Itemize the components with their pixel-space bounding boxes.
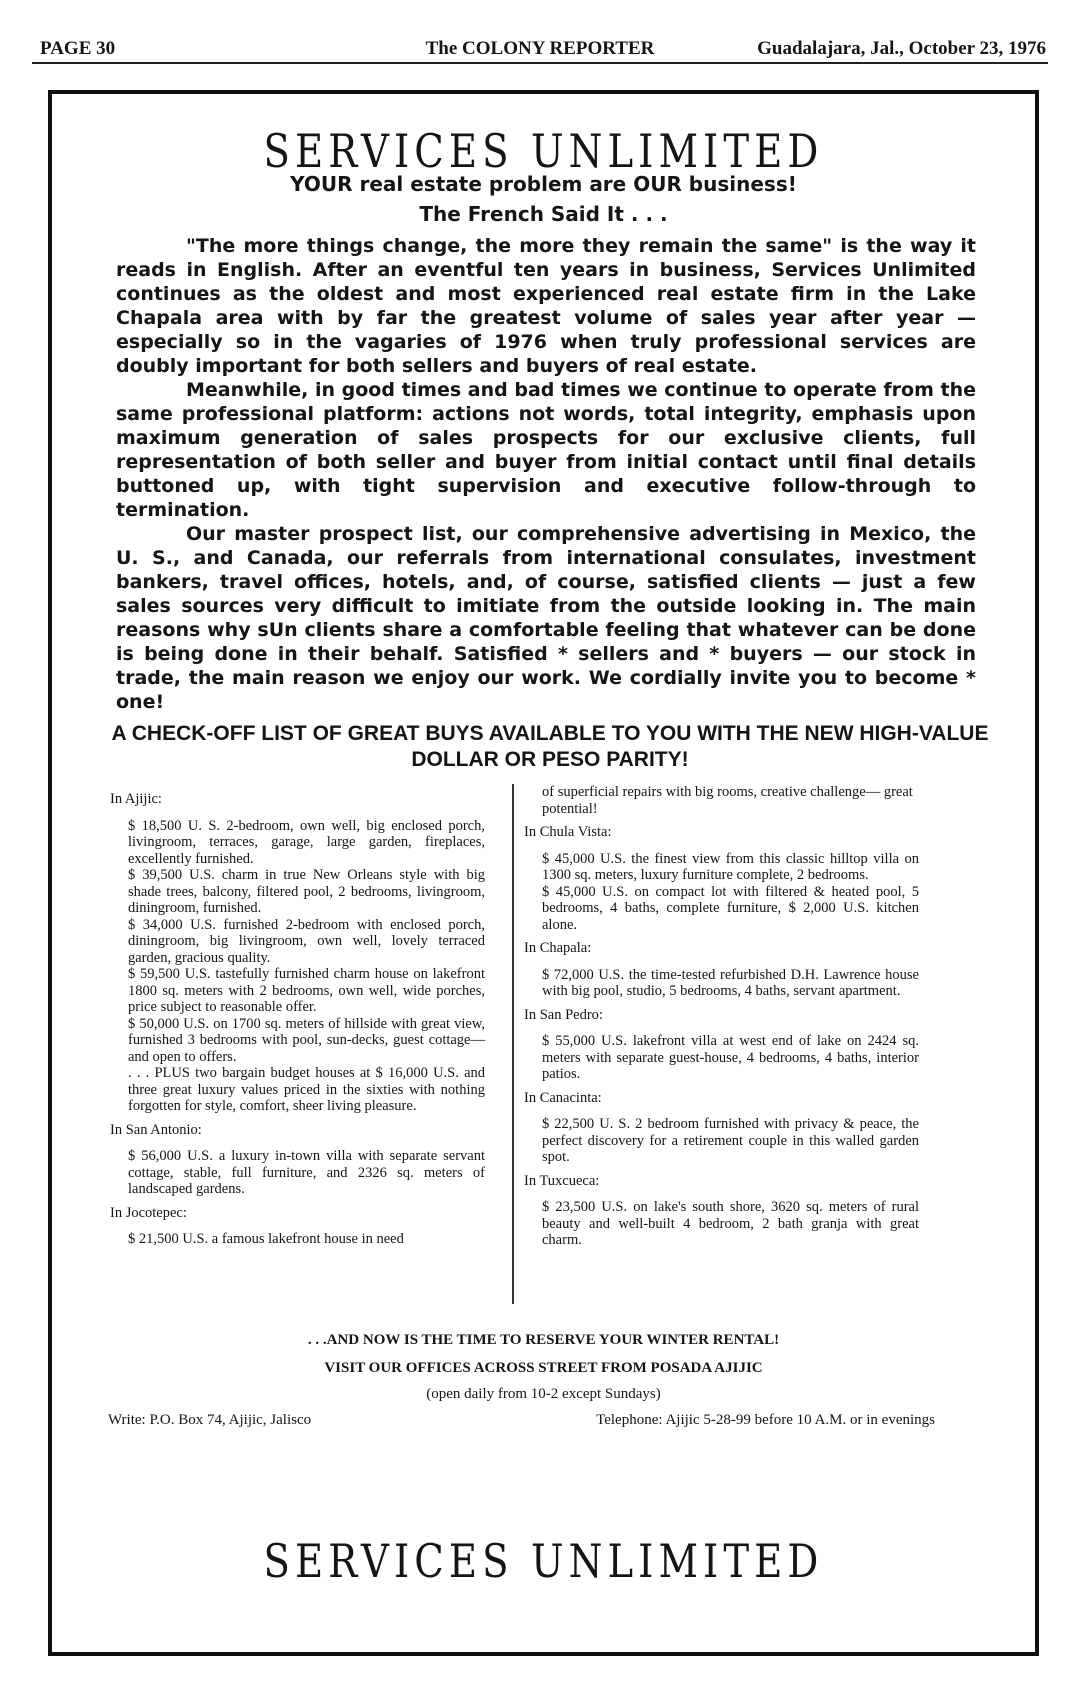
listing-entry: $ 72,000 U.S. the time-tested refurbished D.H. Lawrence house with big pool, studio, 5 bedrooms, 4 baths, servant apartment. (542, 966, 919, 999)
advertisement-box (48, 90, 1039, 1656)
ad-tagline: YOUR real estate problem are OUR business! (290, 172, 797, 196)
listing-entry: $ 39,500 U.S. charm in true New Orleans style with big shade trees, balcony, filtered pool, 2 bedrooms, livingroom, diningroom, furnished. (128, 867, 485, 916)
listing-entry: . . . PLUS two bargain budget houses at $ 16,000 U.S. and three great luxury values priced in the sixties with nothing forgotten for style, comfort, sheer living pleasure. (128, 1065, 485, 1114)
listing-continuation: of superficial repairs with big rooms, creative challenge— great potential! (542, 784, 913, 817)
listing-entry: $ 45,000 U.S. on compact lot with filtered & heated pool, 5 bedrooms, 4 baths, complete furniture, $ 2,000 U.S. kitchen alone. (542, 883, 919, 933)
location-label: In Canacinta: (524, 1089, 602, 1106)
body-paragraph: Our master prospect list, our comprehensive advertising in Mexico, the U. S., and Canada, our referrals from international consulates, investment bankers, travel offices, hotels, and, of course, satisfied clients — just a few sales sources very difficult to imitiate from the outside looking in. The main reasons why sUn clients share a comfortable feeling that whatever can be done is being done in their behalf. Satisfied * sellers and * buyers — our stock in trade, the main reason we enjoy our work. We cordially invite you to become * one! (116, 523, 976, 713)
listing-entry: $ 45,000 U.S. the finest view from this classic hilltop villa on 1300 sq. meters, luxury furniture complete, 2 bedrooms. (542, 850, 919, 883)
closing-title: SERVICES UNLIMITED (263, 1534, 824, 1588)
listing-entry: $ 22,500 U. S. 2 bedroom furnished with privacy & peace, the perfect discovery for a retirement couple in this walled garden spot. (542, 1116, 919, 1165)
body-paragraph: "The more things change, the more they remain the same" is the way it reads in English. After an eventful ten years in business, Services Unlimited continues as the oldest and most experienced real estate firm in the Lake Chapala area with by far the greatest volume of sales year after year — especially so in the vagaries of 1976 when truly professional services are doubly important for both sellers and buyers of real estate. (116, 235, 976, 377)
checklist-heading: A CHECK-OFF LIST OF GREAT BUYS AVAILABLE TO YOU WITH THE NEW HIGH-VALUE DOLLAR OR PESO PARITY! (111, 722, 989, 771)
rental-notice: . . .AND NOW IS THE TIME TO RESERVE YOUR WINTER RENTAL! (307, 1332, 780, 1348)
listing-entry: $ 55,000 U.S. lakefront villa at west end of lake on 2424 sq. meters with separate guest-house, 4 bedrooms, 4 baths, interior patios. (542, 1033, 919, 1082)
masthead (32, 36, 1048, 64)
location-label: In Chapala: (524, 940, 592, 956)
ad-subhead: The French Said It . . . (419, 202, 668, 226)
listing-entry: $ 18,500 U. S. 2-bedroom, own well, big enclosed porch, livingroom, terraces, garage, large garden, fireplaces, excellently furnished. (128, 817, 485, 867)
listing-entry: $ 59,500 U.S. tastefully furnished charm house on lakefront 1800 sq. meters with 2 bedrooms, own well, wide porches, price subject to reasonable offer. (128, 966, 485, 1015)
ad-title: SERVICES UNLIMITED (263, 124, 824, 178)
body-paragraph: Meanwhile, in good times and bad times we continue to operate from the same professional platform: actions not words, total integrity, emphasis upon maximum generation of sales prospects for our exclusive clients, full representation of both seller and buyer from initial contact until final details buttoned up, with tight supervision and executive follow-through to termination. (116, 379, 976, 521)
mailing-address: Write: P.O. Box 74, Ajijic, Jalisco (108, 1412, 312, 1428)
listing-entry: $ 56,000 U.S. a luxury in-town villa with separate servant cottage, stable, full furniture, and 2326 sq. meters of landscaped gardens. (128, 1148, 485, 1197)
page-number: PAGE 30 (40, 38, 116, 59)
listing-entry: $ 34,000 U.S. furnished 2-bedroom with enclosed porch, diningroom, big livingroom, own well, lovely terraced garden, gracious quality. (128, 916, 485, 966)
location-label: In San Antonio: (110, 1121, 202, 1138)
office-hours: (open daily from 10-2 except Sundays) (426, 1386, 661, 1402)
listing-entry: $ 50,000 U.S. on 1700 sq. meters of hillside with great view, furnished 3 bedrooms with pool, sun-decks, guest cottage— and open to offers. (128, 1015, 485, 1065)
location-label: In San Pedro: (524, 1006, 603, 1023)
ad-body (116, 234, 976, 714)
listings-right-column (524, 784, 919, 1249)
location-label: In Tuxcueca: (524, 1172, 600, 1189)
location-label: In Jocotepec: (110, 1204, 187, 1221)
listing-entry: $ 21,500 U.S. a famous lakefront house in need (128, 1231, 404, 1247)
location-label: In Ajijic: (110, 791, 162, 807)
listings-left-column (110, 784, 485, 1248)
listing-entry: $ 23,500 U.S. on lake's south shore, 3620 sq. meters of rural beauty and well-built 4 bedroom, 2 bath granja with great charm. (542, 1199, 919, 1248)
telephone: Telephone: Ajijic 5-28-99 before 10 A.M. or in evenings (596, 1412, 935, 1428)
office-location: VISIT OUR OFFICES ACROSS STREET FROM POSADA AJIJIC (324, 1360, 763, 1376)
dateline: Guadalajara, Jal., October 23, 1976 (757, 38, 1046, 59)
location-label: In Chula Vista: (524, 824, 612, 840)
column-divider (512, 784, 514, 1304)
newspaper-name: The COLONY REPORTER (425, 38, 655, 59)
